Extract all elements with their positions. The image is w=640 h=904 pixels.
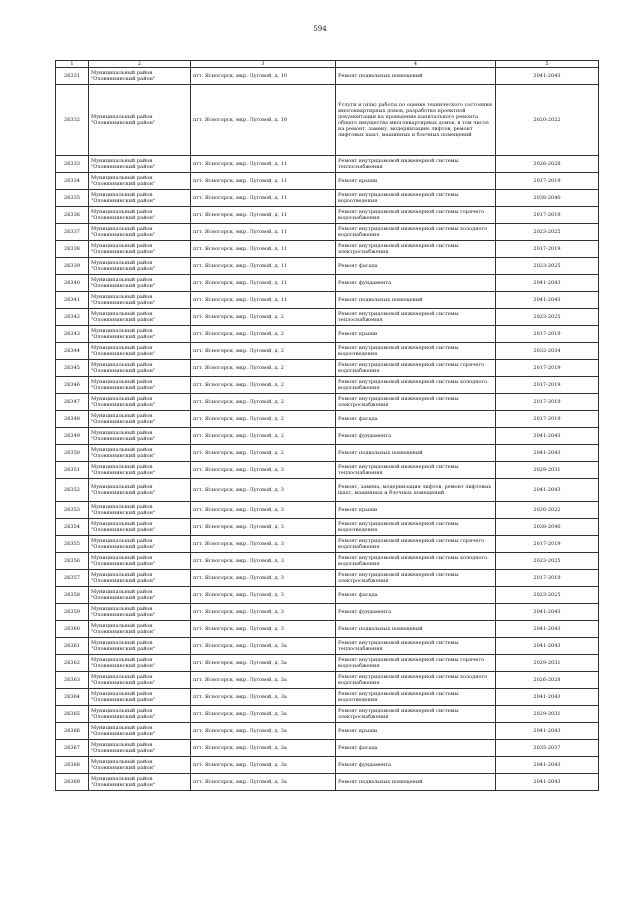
table-row: [56, 394, 599, 411]
period-cell: 2032-2034: [496, 343, 599, 360]
municipality-cell: Муниципальный район "Оловяннинский район": [89, 207, 191, 224]
period-cell: 2041-2043: [496, 638, 599, 655]
address-cell: пгт. Ясногорск, мкр. Луговой, д. 3: [191, 462, 336, 479]
municipality-cell: Муниципальный район "Оловяннинский район": [89, 224, 191, 241]
table-row: [56, 428, 599, 445]
work-type-cell: Ремонт внутридомовой инженерной системы горячего водоснабжения: [336, 360, 496, 377]
period-cell: 2029-2031: [496, 706, 599, 723]
column-header: 4: [336, 61, 496, 68]
row-number: 26367: [56, 740, 89, 757]
table-row: [56, 536, 599, 553]
period-cell: 2017-2019: [496, 173, 599, 190]
work-type-cell: Ремонт фасада: [336, 258, 496, 275]
address-cell: пгт. Ясногорск, мкр. Луговой, д. 2: [191, 377, 336, 394]
period-cell: 2035-2037: [496, 740, 599, 757]
work-type-cell: Ремонт внутридомовой инженерной системы электроснабжения: [336, 706, 496, 723]
work-type-cell: Ремонт внутридомовой инженерной системы электроснабжения: [336, 241, 496, 258]
header-row: [56, 61, 599, 68]
municipality-cell: Муниципальный район "Оловяннинский район": [89, 292, 191, 309]
municipality-cell: Муниципальный район "Оловяннинский район": [89, 672, 191, 689]
table-row: [56, 502, 599, 519]
address-cell: пгт. Ясногорск, мкр. Луговой, д. 3а: [191, 689, 336, 706]
municipality-cell: Муниципальный район "Оловяннинский район": [89, 258, 191, 275]
table-row: [56, 479, 599, 502]
work-type-cell: Ремонт фундамента: [336, 604, 496, 621]
table-row: [56, 689, 599, 706]
municipality-cell: Муниципальный район "Оловяннинский район": [89, 326, 191, 343]
work-type-cell: Ремонт подвальных помещений: [336, 445, 496, 462]
municipality-cell: Муниципальный район "Оловяннинский район": [89, 723, 191, 740]
table-row: [56, 706, 599, 723]
work-type-cell: Ремонт крыши: [336, 723, 496, 740]
period-cell: 2017-2019: [496, 326, 599, 343]
row-number: 26336: [56, 207, 89, 224]
address-cell: пгт. Ясногорск, мкр. Луговой, д. 2: [191, 428, 336, 445]
work-type-cell: Ремонт внутридомовой инженерной системы водоотведения: [336, 689, 496, 706]
table-row: [56, 258, 599, 275]
work-type-cell: Ремонт внутридомовой инженерной системы водоотведения: [336, 519, 496, 536]
work-type-cell: Ремонт подвальных помещений: [336, 621, 496, 638]
table-row: [56, 638, 599, 655]
period-cell: 2017-2019: [496, 570, 599, 587]
address-cell: пгт. Ясногорск, мкр. Луговой, д. 10: [191, 85, 336, 156]
row-number: 26350: [56, 445, 89, 462]
table-row: [56, 309, 599, 326]
period-cell: 2023-2025: [496, 309, 599, 326]
row-number: 26343: [56, 326, 89, 343]
table-row: [56, 156, 599, 173]
table-row: [56, 411, 599, 428]
table-row: [56, 553, 599, 570]
row-number: 26360: [56, 621, 89, 638]
period-cell: 2041-2043: [496, 689, 599, 706]
municipality-cell: Муниципальный район "Оловяннинский район": [89, 343, 191, 360]
work-type-cell: Ремонт внутридомовой инженерной системы теплоснабжения: [336, 462, 496, 479]
municipality-cell: Муниципальный район "Оловяннинский район": [89, 587, 191, 604]
row-number: 26335: [56, 190, 89, 207]
municipality-cell: Муниципальный район "Оловяннинский район": [89, 275, 191, 292]
work-type-cell: Ремонт фасада: [336, 587, 496, 604]
table-row: [56, 445, 599, 462]
municipality-cell: Муниципальный район "Оловяннинский район": [89, 190, 191, 207]
row-number: 26333: [56, 156, 89, 173]
municipality-cell: Муниципальный район "Оловяннинский район": [89, 638, 191, 655]
column-header: 1: [56, 61, 89, 68]
address-cell: пгт. Ясногорск, мкр. Луговой, д. 2: [191, 326, 336, 343]
table-row: [56, 672, 599, 689]
address-cell: пгт. Ясногорск, мкр. Луговой, д. 11: [191, 224, 336, 241]
municipality-cell: Муниципальный район "Оловяннинский район": [89, 411, 191, 428]
period-cell: 2020-2022: [496, 85, 599, 156]
column-header: 2: [89, 61, 191, 68]
period-cell: 2017-2019: [496, 377, 599, 394]
row-number: 26369: [56, 774, 89, 791]
row-number: 26349: [56, 428, 89, 445]
municipality-cell: Муниципальный район "Оловяннинский район": [89, 377, 191, 394]
table-row: [56, 360, 599, 377]
row-number: 26340: [56, 275, 89, 292]
table-row: [56, 757, 599, 774]
address-cell: пгт. Ясногорск, мкр. Луговой, д. 2: [191, 394, 336, 411]
period-cell: 2017-2019: [496, 241, 599, 258]
period-cell: 2041-2043: [496, 774, 599, 791]
work-type-cell: Ремонт крыши: [336, 173, 496, 190]
municipality-cell: Муниципальный район "Оловяннинский район": [89, 519, 191, 536]
work-type-cell: Ремонт внутридомовой инженерной системы электроснабжения: [336, 570, 496, 587]
municipality-cell: Муниципальный район "Оловяннинский район": [89, 428, 191, 445]
address-cell: пгт. Ясногорск, мкр. Луговой, д. 3а: [191, 638, 336, 655]
work-type-cell: Услуги и (или) работы по оценке технического состояния многоквартирных домов, разработке проектной документации на проведение капитального ремонта общего имущества многоквартирных домов, в том числе на ремонт, замену, модернизацию лифтов, ремонт лифтовых шахт, машинных и блочных помещений: [336, 85, 496, 156]
municipality-cell: Муниципальный район "Оловяннинский район": [89, 604, 191, 621]
period-cell: 2017-2019: [496, 207, 599, 224]
address-cell: пгт. Ясногорск, мкр. Луговой, д. 2: [191, 360, 336, 377]
municipality-cell: Муниципальный район "Оловяннинский район": [89, 570, 191, 587]
table-row: [56, 377, 599, 394]
row-number: 26363: [56, 672, 89, 689]
municipality-cell: Муниципальный район "Оловяннинский район": [89, 774, 191, 791]
row-number: 26356: [56, 553, 89, 570]
work-type-cell: Ремонт фундамента: [336, 275, 496, 292]
period-cell: 2023-2025: [496, 587, 599, 604]
row-number: 26353: [56, 502, 89, 519]
address-cell: пгт. Ясногорск, мкр. Луговой, д. 3а: [191, 672, 336, 689]
address-cell: пгт. Ясногорск, мкр. Луговой, д. 3а: [191, 774, 336, 791]
address-cell: пгт. Ясногорск, мкр. Луговой, д. 3: [191, 587, 336, 604]
capital-repair-table: [55, 60, 599, 791]
table-row: [56, 462, 599, 479]
row-number: 26337: [56, 224, 89, 241]
work-type-cell: Ремонт подвальных помещений: [336, 292, 496, 309]
work-type-cell: Ремонт, замена, модернизация лифтов, ремонт лифтовых шахт, машинных и блочных помещений: [336, 479, 496, 502]
table-row: [56, 343, 599, 360]
period-cell: 2041-2043: [496, 292, 599, 309]
row-number: 26331: [56, 68, 89, 85]
column-header: 5: [496, 61, 599, 68]
period-cell: 2041-2043: [496, 621, 599, 638]
municipality-cell: Муниципальный район "Оловяннинский район": [89, 706, 191, 723]
address-cell: пгт. Ясногорск, мкр. Луговой, д. 11: [191, 258, 336, 275]
address-cell: пгт. Ясногорск, мкр. Луговой, д. 3: [191, 604, 336, 621]
work-type-cell: Ремонт внутридомовой инженерной системы горячего водоснабжения: [336, 536, 496, 553]
address-cell: пгт. Ясногорск, мкр. Луговой, д. 2: [191, 445, 336, 462]
address-cell: пгт. Ясногорск, мкр. Луговой, д. 3: [191, 536, 336, 553]
table-row: [56, 207, 599, 224]
address-cell: пгт. Ясногорск, мкр. Луговой, д. 10: [191, 68, 336, 85]
address-cell: пгт. Ясногорск, мкр. Луговой, д. 3: [191, 502, 336, 519]
work-type-cell: Ремонт внутридомовой инженерной системы водоотведения: [336, 190, 496, 207]
address-cell: пгт. Ясногорск, мкр. Луговой, д. 11: [191, 190, 336, 207]
work-type-cell: Ремонт крыши: [336, 502, 496, 519]
work-type-cell: Ремонт фундамента: [336, 428, 496, 445]
work-type-cell: Ремонт подвальных помещений: [336, 68, 496, 85]
work-type-cell: Ремонт фасада: [336, 740, 496, 757]
period-cell: 2041-2043: [496, 604, 599, 621]
period-cell: 2017-2019: [496, 411, 599, 428]
work-type-cell: Ремонт крыши: [336, 326, 496, 343]
row-number: 26338: [56, 241, 89, 258]
work-type-cell: Ремонт внутридомовой инженерной системы теплоснабжения: [336, 156, 496, 173]
address-cell: пгт. Ясногорск, мкр. Луговой, д. 2: [191, 309, 336, 326]
row-number: 26364: [56, 689, 89, 706]
municipality-cell: Муниципальный район "Оловяннинский район": [89, 502, 191, 519]
table-row: [56, 740, 599, 757]
work-type-cell: Ремонт внутридомовой инженерной системы горячего водоснабжения: [336, 655, 496, 672]
municipality-cell: Муниципальный район "Оловяннинский район": [89, 394, 191, 411]
period-cell: 2017-2019: [496, 394, 599, 411]
work-type-cell: Ремонт внутридомовой инженерной системы холодного водоснабжения: [336, 224, 496, 241]
row-number: 26334: [56, 173, 89, 190]
table-row: [56, 275, 599, 292]
row-number: 26366: [56, 723, 89, 740]
period-cell: 2026-2028: [496, 672, 599, 689]
table-row: [56, 190, 599, 207]
period-cell: 2023-2025: [496, 553, 599, 570]
work-type-cell: Ремонт внутридомовой инженерной системы водоотведения: [336, 343, 496, 360]
period-cell: 2017-2019: [496, 536, 599, 553]
row-number: 26368: [56, 757, 89, 774]
address-cell: пгт. Ясногорск, мкр. Луговой, д. 3а: [191, 655, 336, 672]
row-number: 26361: [56, 638, 89, 655]
row-number: 26344: [56, 343, 89, 360]
row-number: 26346: [56, 377, 89, 394]
period-cell: 2041-2043: [496, 479, 599, 502]
table-row: [56, 173, 599, 190]
row-number: 26351: [56, 462, 89, 479]
municipality-cell: Муниципальный район "Оловяннинский район": [89, 68, 191, 85]
period-cell: 2020-2022: [496, 502, 599, 519]
table-row: [56, 68, 599, 85]
address-cell: пгт. Ясногорск, мкр. Луговой, д. 3: [191, 570, 336, 587]
address-cell: пгт. Ясногорск, мкр. Луговой, д. 3: [191, 479, 336, 502]
row-number: 26345: [56, 360, 89, 377]
period-cell: 2023-2025: [496, 224, 599, 241]
address-cell: пгт. Ясногорск, мкр. Луговой, д. 3а: [191, 740, 336, 757]
period-cell: 2038-2040: [496, 190, 599, 207]
period-cell: 2041-2043: [496, 757, 599, 774]
table-row: [56, 723, 599, 740]
row-number: 26342: [56, 309, 89, 326]
municipality-cell: Муниципальный район "Оловяннинский район": [89, 757, 191, 774]
work-type-cell: Ремонт подвальных помещений: [336, 774, 496, 791]
municipality-cell: Муниципальный район "Оловяннинский район": [89, 241, 191, 258]
work-type-cell: Ремонт внутридомовой инженерной системы горячего водоснабжения: [336, 207, 496, 224]
period-cell: 2023-2025: [496, 258, 599, 275]
table-row: [56, 570, 599, 587]
work-type-cell: Ремонт фундамента: [336, 757, 496, 774]
period-cell: 2029-2031: [496, 462, 599, 479]
period-cell: 2041-2043: [496, 445, 599, 462]
municipality-cell: Муниципальный район "Оловяннинский район": [89, 655, 191, 672]
address-cell: пгт. Ясногорск, мкр. Луговой, д. 11: [191, 241, 336, 258]
work-type-cell: Ремонт внутридомовой инженерной системы теплоснабжения: [336, 309, 496, 326]
work-type-cell: Ремонт внутридомовой инженерной системы холодного водоснабжения: [336, 672, 496, 689]
municipality-cell: Муниципальный район "Оловяннинский район": [89, 173, 191, 190]
address-cell: пгт. Ясногорск, мкр. Луговой, д. 3: [191, 621, 336, 638]
address-cell: пгт. Ясногорск, мкр. Луговой, д. 11: [191, 173, 336, 190]
table-body: [56, 61, 599, 791]
address-cell: пгт. Ясногорск, мкр. Луговой, д. 3а: [191, 706, 336, 723]
period-cell: 2041-2043: [496, 275, 599, 292]
work-type-cell: Ремонт внутридомовой инженерной системы электроснабжения: [336, 394, 496, 411]
address-cell: пгт. Ясногорск, мкр. Луговой, д. 3: [191, 519, 336, 536]
row-number: 26332: [56, 85, 89, 156]
table-row: [56, 655, 599, 672]
table-row: [56, 292, 599, 309]
table-row: [56, 519, 599, 536]
municipality-cell: Муниципальный район "Оловяннинский район": [89, 553, 191, 570]
work-type-cell: Ремонт внутридомовой инженерной системы теплоснабжения: [336, 638, 496, 655]
table-row: [56, 604, 599, 621]
address-cell: пгт. Ясногорск, мкр. Луговой, д. 3а: [191, 723, 336, 740]
address-cell: пгт. Ясногорск, мкр. Луговой, д. 2: [191, 343, 336, 360]
row-number: 26358: [56, 587, 89, 604]
period-cell: 2041-2043: [496, 723, 599, 740]
municipality-cell: Муниципальный район "Оловяннинский район": [89, 445, 191, 462]
table-row: [56, 774, 599, 791]
table-row: [56, 326, 599, 343]
work-type-cell: Ремонт внутридомовой инженерной системы холодного водоснабжения: [336, 553, 496, 570]
municipality-cell: Муниципальный район "Оловяннинский район": [89, 479, 191, 502]
address-cell: пгт. Ясногорск, мкр. Луговой, д. 11: [191, 275, 336, 292]
period-cell: 2026-2028: [496, 156, 599, 173]
address-cell: пгт. Ясногорск, мкр. Луговой, д. 11: [191, 292, 336, 309]
row-number: 26354: [56, 519, 89, 536]
municipality-cell: Муниципальный район "Оловяннинский район": [89, 462, 191, 479]
address-cell: пгт. Ясногорск, мкр. Луговой, д. 11: [191, 207, 336, 224]
row-number: 26341: [56, 292, 89, 309]
row-number: 26365: [56, 706, 89, 723]
municipality-cell: Муниципальный район "Оловяннинский район": [89, 621, 191, 638]
row-number: 26362: [56, 655, 89, 672]
row-number: 26352: [56, 479, 89, 502]
row-number: 26357: [56, 570, 89, 587]
period-cell: 2038-2040: [496, 519, 599, 536]
municipality-cell: Муниципальный район "Оловяннинский район": [89, 689, 191, 706]
municipality-cell: Муниципальный район "Оловяннинский район": [89, 360, 191, 377]
table-row: [56, 224, 599, 241]
row-number: 26347: [56, 394, 89, 411]
period-cell: 2017-2019: [496, 360, 599, 377]
municipality-cell: Муниципальный район "Оловяннинский район": [89, 156, 191, 173]
table-row: [56, 587, 599, 604]
page-number: 594: [313, 25, 327, 33]
table-row: [56, 241, 599, 258]
municipality-cell: Муниципальный район "Оловяннинский район": [89, 85, 191, 156]
period-cell: 2029-2031: [496, 655, 599, 672]
municipality-cell: Муниципальный район "Оловяннинский район": [89, 740, 191, 757]
address-cell: пгт. Ясногорск, мкр. Луговой, д. 2: [191, 411, 336, 428]
work-type-cell: Ремонт фасада: [336, 411, 496, 428]
column-header: 3: [191, 61, 336, 68]
period-cell: 2041-2043: [496, 428, 599, 445]
municipality-cell: Муниципальный район "Оловяннинский район": [89, 536, 191, 553]
address-cell: пгт. Ясногорск, мкр. Луговой, д. 3а: [191, 757, 336, 774]
table-row: [56, 621, 599, 638]
row-number: 26355: [56, 536, 89, 553]
address-cell: пгт. Ясногорск, мкр. Луговой, д. 3: [191, 553, 336, 570]
row-number: 26348: [56, 411, 89, 428]
municipality-cell: Муниципальный район "Оловяннинский район": [89, 309, 191, 326]
address-cell: пгт. Ясногорск, мкр. Луговой, д. 11: [191, 156, 336, 173]
work-type-cell: Ремонт внутридомовой инженерной системы холодного водоснабжения: [336, 377, 496, 394]
period-cell: 2041-2043: [496, 68, 599, 85]
row-number: 26359: [56, 604, 89, 621]
table-row: [56, 85, 599, 156]
row-number: 26339: [56, 258, 89, 275]
